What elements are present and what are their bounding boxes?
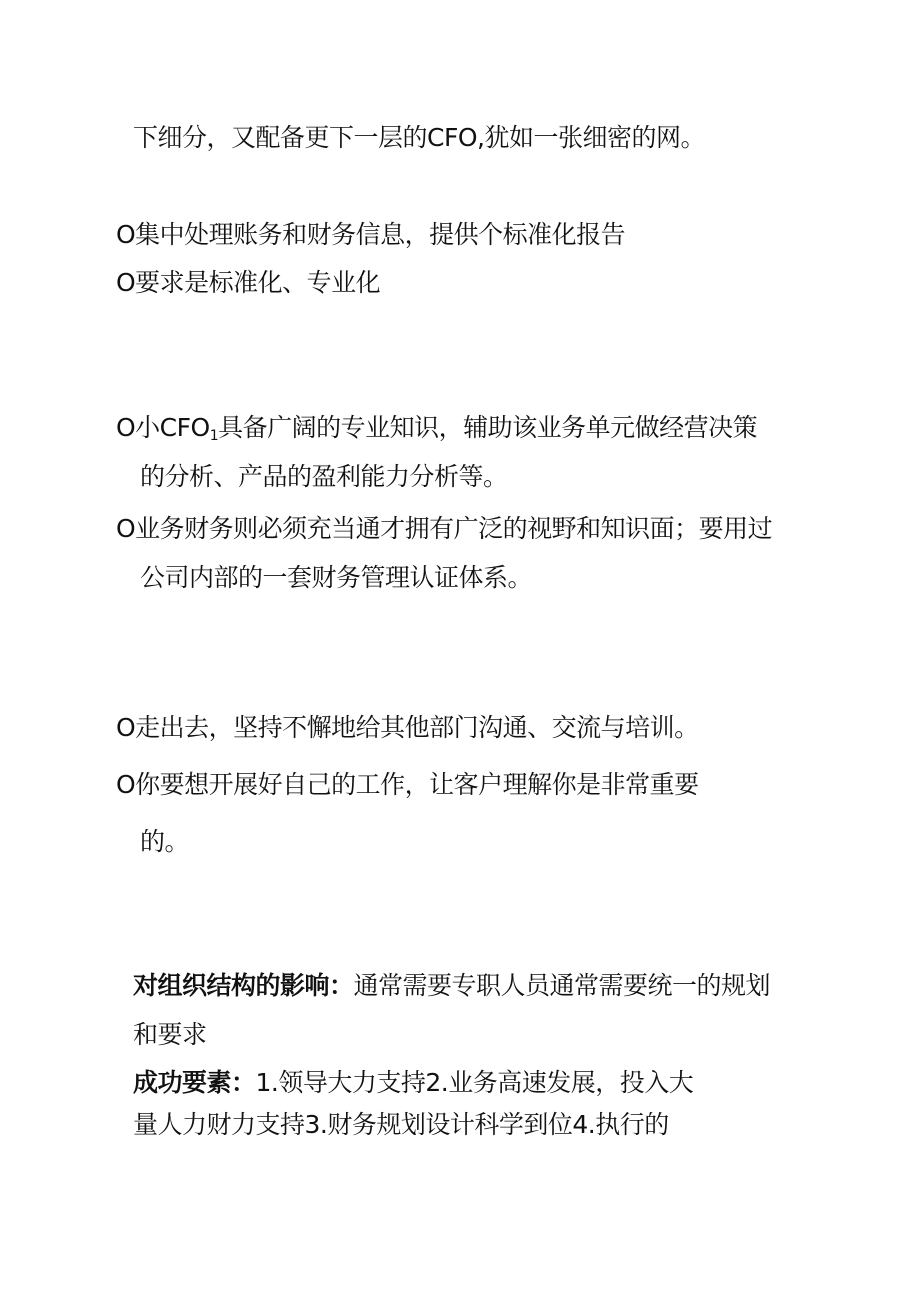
block3-bullet-2: O你要想开展好自己的工作，让客户理解你是非常重要 — [116, 770, 699, 799]
success-label: 成功要素： — [133, 1068, 256, 1097]
success-line-cont: 量人力财力支持3.财务规划设计科学到位4.执行的 — [133, 1110, 669, 1139]
block1-bullet-2: O要求是标准化、专业化 — [116, 268, 381, 297]
block3-bullet-1: O走出去，坚持不懈地给其他部门沟通、交流与培训。 — [116, 713, 699, 742]
block2-bullet-1-cont: 的分析、产品的盈利能力分析等。 — [140, 462, 508, 491]
bullet-prefix: O小CFO — [116, 413, 210, 442]
subscript: 1 — [209, 428, 219, 444]
block1-bullet-1: O集中处理账务和财务信息，提供个标准化报告 — [116, 220, 626, 249]
block2-bullet-1 — [116, 411, 757, 453]
impact-label: 对组织结构的影响： — [133, 971, 354, 1000]
block2-bullet-2-cont: 公司内部的一套财务管理认证体系。 — [140, 563, 533, 592]
impact-line — [133, 969, 770, 1003]
success-line — [133, 1066, 693, 1100]
block3-bullet-2-cont: 的。 — [140, 827, 190, 856]
success-text: 1.领导大力支持2.业务高速发展，投入大 — [255, 1068, 694, 1097]
impact-text: 通常需要专职人员通常需要统一的规划 — [353, 971, 771, 1000]
block2-bullet-2: O业务财务则必须充当通才拥有广泛的视野和知识面；要用过 — [116, 514, 773, 543]
intro-line: 下细分，又配备更下一层的CFO,犹如一张细密的网。 — [133, 123, 705, 152]
bullet-text: 具备广阔的专业知识，辅助该业务单元做经营决策 — [218, 413, 758, 442]
impact-line-cont: 和要求 — [133, 1020, 207, 1049]
